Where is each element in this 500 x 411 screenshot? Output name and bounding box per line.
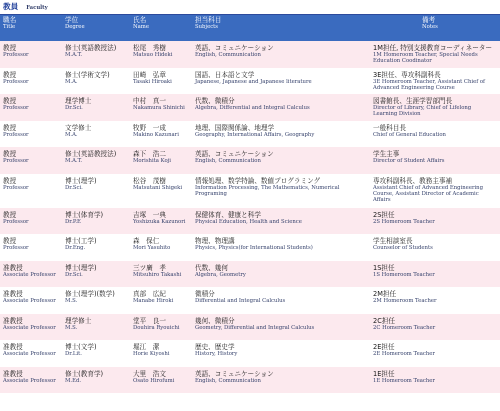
cell-name [130,340,192,367]
cell-subjects-en: Algebra, Geometry [195,271,246,278]
cell-degree-en: M.A.T. [65,52,83,58]
cell-title-ja: 教授 [3,150,17,158]
cell-degree [62,314,130,341]
cell-title-en: Professor [3,52,29,58]
cell-notes [370,68,500,95]
cell-name-ja: 松谷 茂樹 [133,176,166,185]
cell-title-en: Professor [3,78,29,85]
cell-subjects-en: Geometry, Differential and Integral Calculus [195,324,315,331]
cell-degree [62,147,130,174]
cell-notes-en: 2M Homeroom Teacher [373,298,437,304]
cell-title-en: Professor [3,184,29,191]
cell-title [0,234,62,261]
table-row [0,261,500,288]
cell-title-ja: 准教授 [3,369,23,378]
cell-subjects [192,94,370,121]
cell-subjects-ja: 物理、物理講 [195,237,235,245]
header-degree: 学位 Degree [65,16,85,31]
cell-name-en: Douhira Ryouichi [133,324,180,331]
cell-degree-en: Dr.Sci. [65,184,83,191]
cell-title [0,261,62,288]
cell-title-ja: 教授 [3,70,17,79]
cell-name-en: Mori Yasuhito [133,245,171,251]
cell-title-en: Associate Professor [3,377,56,384]
cell-notes-ja: 専攻科副科長、教務主事補 [373,176,453,185]
cell-title-ja: 准教授 [3,316,23,325]
cell-notes [370,147,500,174]
table-row [0,234,500,261]
cell-name-ja: 堂平 良一 [133,316,166,325]
cell-subjects-en: Differential and Integral Calculus [195,298,286,304]
cell-title-en: Professor [3,105,29,111]
cell-title [0,121,62,148]
cell-degree-en: Dr.Lit. [65,351,82,357]
cell-name [130,121,192,148]
cell-subjects [192,174,370,208]
cell-name-ja: 中村 真一 [133,97,166,105]
cell-name-en: Yoshizuka Kazunori [133,218,186,225]
cell-name [130,367,192,394]
cell-degree-ja: 修士(教育学) [65,369,104,378]
cell-name [130,94,192,121]
table-row [0,147,500,174]
cell-degree-ja: 博士(工学) [65,237,97,245]
cell-notes-en: Director of Student Affairs [373,158,445,164]
cell-name [130,261,192,288]
cell-degree-en: M.Ed. [65,377,82,384]
cell-notes-ja: 2C担任 [373,316,395,325]
cell-name-en: Osato Hirofumi [133,377,175,384]
cell-subjects-en: History, History [195,351,238,357]
cell-degree-ja: 博士(文学) [65,343,97,351]
cell-name-ja: 森下 浩二 [133,150,166,158]
table-header [0,15,500,41]
cell-title [0,94,62,121]
cell-notes-en: 2E Homeroom Teacher [373,351,435,357]
cell-title-en: Associate Professor [3,298,56,304]
cell-title [0,41,62,68]
cell-title-en: Professor [3,158,29,164]
cell-name-en: Nakamura Shinichi [133,105,185,111]
cell-degree-en: M.A.T. [65,158,83,164]
cell-title [0,147,62,174]
cell-notes [370,208,500,235]
cell-subjects-ja: 代数、幾何 [195,263,228,272]
cell-degree [62,287,130,314]
cell-subjects-ja: 国語、日本語と文学 [195,70,255,79]
cell-notes-ja: 3E担任、専攻科副科長 [373,70,441,79]
section-heading [0,0,500,14]
cell-degree [62,121,130,148]
table-row [0,314,500,341]
cell-title-en: Professor [3,218,29,225]
cell-notes-ja: 学生相談室長 [373,237,413,245]
cell-notes-ja: 学生主事 [373,150,400,158]
header-name: 氏名 Name [133,16,149,31]
cell-degree-ja: 修士(英語教授法) [65,150,117,158]
cell-degree-ja: 文学修士 [65,123,92,132]
table-body [0,41,500,393]
header-title: 職名 Title [3,16,17,31]
cell-title-ja: 准教授 [3,343,23,351]
heading-en: Faculty [26,5,48,11]
header-notes: 備考 Notes [422,16,438,31]
cell-title-ja: 教授 [3,176,17,185]
cell-notes [370,94,500,121]
cell-subjects-ja: 代数、微積分 [195,97,235,105]
cell-subjects-en: Japanese, Japanese and Japanese literature [195,78,312,85]
cell-notes-ja: 1S担任 [373,263,395,272]
cell-degree [62,68,130,95]
cell-notes [370,314,500,341]
cell-name-en: Tasaki Hiroaki [133,78,172,85]
cell-name [130,41,192,68]
cell-title [0,340,62,367]
cell-notes [370,121,500,148]
cell-name [130,287,192,314]
cell-name [130,314,192,341]
cell-subjects-ja: 情報処理、数学特論、数値プログラミング [195,176,321,185]
cell-name-en: Matsutani Shigeki [133,184,183,191]
cell-notes-en: Chief of General Education [373,131,446,138]
cell-subjects-en: Geography, International Affairs, Geography [195,131,315,138]
cell-subjects [192,287,370,314]
cell-degree-ja: 博士(理学) [65,176,97,185]
cell-degree-ja: 修士(英語教授法) [65,44,117,52]
cell-degree-en: Dr.Eng. [65,245,86,251]
cell-notes [370,340,500,367]
cell-degree-ja: 修士(理学)(数学) [65,290,115,298]
cell-title [0,314,62,341]
cell-title-en: Associate Professor [3,351,56,357]
cell-degree-ja: 修士(学術文学) [65,70,110,79]
cell-subjects-ja: 英語、コミュニケーション [195,150,274,158]
cell-title-en: Professor [3,131,29,138]
cell-notes-ja: 1M担任, 特別支援教育コーディネーター [373,44,493,52]
cell-subjects-en: Information Processing, The Mathematics, Numerical Programing [195,184,340,197]
cell-subjects [192,147,370,174]
cell-notes [370,287,500,314]
cell-name-ja: 三ツ廣 孝 [133,263,166,272]
cell-notes-ja: 2M担任 [373,290,397,298]
cell-subjects-en: English, Communication [195,377,261,384]
cell-notes-en: Assistant Chief of Advanced Engineering Course, Assistant Director of Academic Affairs [373,184,483,204]
cell-title [0,287,62,314]
cell-subjects [192,208,370,235]
cell-name-ja: 牧野 一成 [133,123,166,132]
cell-title-en: Associate Professor [3,271,56,278]
cell-notes-en: 3E Homeroom Teacher, Assistant Chief of Advanced Engineering Course [373,78,486,91]
cell-subjects-en: Physics, Physics(for International Students) [195,245,313,251]
cell-notes-ja: 2S担任 [373,210,395,219]
cell-notes-en: 1M Homeroom Teacher, Special Needs Education Coodinator [373,52,478,65]
cell-subjects-en: English, Communication [195,158,261,164]
cell-notes-en: 1S Homeroom Teacher [373,271,435,278]
cell-subjects-en: English, Communication [195,52,261,58]
cell-name-en: Morishita Koji [133,158,171,164]
cell-subjects-en: Algebra, Differential and Integral Calculus [195,105,310,111]
cell-degree [62,174,130,208]
cell-subjects [192,261,370,288]
cell-name [130,234,192,261]
cell-subjects-ja: 微積分 [195,290,215,298]
cell-degree [62,234,130,261]
cell-title-ja: 准教授 [3,290,23,298]
cell-subjects [192,41,370,68]
cell-subjects-en: Physical Education, Health and Science [195,218,302,225]
cell-degree [62,261,130,288]
cell-name-en: Makino Kazunari [133,131,179,138]
cell-title [0,208,62,235]
cell-title-ja: 教授 [3,97,17,105]
cell-name [130,174,192,208]
cell-title-ja: 教授 [3,210,17,219]
cell-degree [62,208,130,235]
cell-title-ja: 教授 [3,123,17,132]
cell-subjects [192,340,370,367]
cell-name-ja: 真部 広紀 [133,290,166,298]
cell-degree [62,41,130,68]
cell-degree-ja: 博士(体育学) [65,210,104,219]
cell-name-ja: 吉塚 一典 [133,210,166,219]
cell-subjects [192,68,370,95]
table-row [0,121,500,148]
cell-subjects [192,121,370,148]
cell-name-ja: 森 保仁 [133,237,160,245]
cell-title [0,367,62,394]
cell-notes [370,234,500,261]
cell-subjects-ja: 幾何、微積分 [195,316,235,325]
cell-notes-en: 1E Homeroom Teacher [373,377,435,384]
cell-notes [370,261,500,288]
cell-subjects [192,234,370,261]
cell-subjects [192,314,370,341]
cell-degree-en: Dr.Sci. [65,271,83,278]
cell-name [130,68,192,95]
cell-degree-ja: 理学修士 [65,316,92,325]
cell-degree-ja: 理学博士 [65,97,92,105]
cell-degree-en: Dr.P.E [65,218,81,225]
cell-degree [62,340,130,367]
faculty-table [0,15,500,393]
cell-notes [370,367,500,394]
cell-title-en: Professor [3,245,29,251]
cell-title-ja: 准教授 [3,263,23,272]
cell-degree-ja: 博士(理学) [65,263,97,272]
table-row [0,68,500,95]
cell-name-ja: 堀江 潔 [133,343,160,351]
cell-subjects-ja: 地理、国際関係論、地理学 [195,123,275,132]
cell-subjects-ja: 英語、コミュニケーション [195,369,274,378]
cell-name [130,208,192,235]
table-row [0,287,500,314]
cell-degree-en: M.A. [65,78,78,85]
table-row [0,367,500,394]
cell-notes-ja: 1E担任 [373,369,395,378]
cell-subjects-ja: 保健体育、健康と科学 [195,210,261,219]
cell-name [130,147,192,174]
cell-title [0,68,62,95]
cell-notes-en: 2S Homeroom Teacher [373,218,435,225]
cell-subjects [192,367,370,394]
table-row [0,41,500,68]
cell-degree-en: M.S. [65,324,78,331]
heading-ja: 教員 [3,2,19,11]
cell-notes-en: 2C Homeroom Teacher [373,324,436,331]
table-row [0,174,500,208]
cell-degree-en: M.S. [65,298,78,304]
cell-degree [62,94,130,121]
cell-notes-ja: 2E担任 [373,343,395,351]
cell-name-ja: 田崎 弘章 [133,70,166,79]
cell-notes-en: Director of Library, Chief of Lifelong Learning Division [373,105,472,118]
cell-degree-en: M.A. [65,131,78,138]
cell-degree [62,367,130,394]
cell-notes-ja: 一般科目長 [373,123,406,132]
cell-notes-ja: 図書館長、生涯学習部門長 [373,97,453,105]
cell-name-ja: 松尾 秀樹 [133,44,166,52]
header-subjects: 担当科目 Subjects [195,16,222,31]
cell-title [0,174,62,208]
cell-title-ja: 教授 [3,237,17,245]
cell-degree-en: Dr.Sci. [65,105,83,111]
cell-subjects-ja: 英語、コミュニケーション [195,44,274,52]
cell-name-en: Matsuo Hideki [133,52,173,58]
cell-name-ja: 大里 浩文 [133,369,166,378]
cell-notes [370,41,500,68]
cell-name-en: Mitsuhiro Takashi [133,271,182,278]
cell-name-en: Manabe Hiroki [133,298,174,304]
cell-title-en: Associate Professor [3,324,56,331]
cell-title-ja: 教授 [3,44,17,52]
cell-subjects-ja: 歴史、歴史学 [195,343,235,351]
cell-notes-en: Counselor of Students [373,245,433,251]
table-row [0,208,500,235]
cell-name-en: Horie Kiyoshi [133,351,170,357]
cell-notes [370,174,500,208]
table-row [0,340,500,367]
table-row [0,94,500,121]
